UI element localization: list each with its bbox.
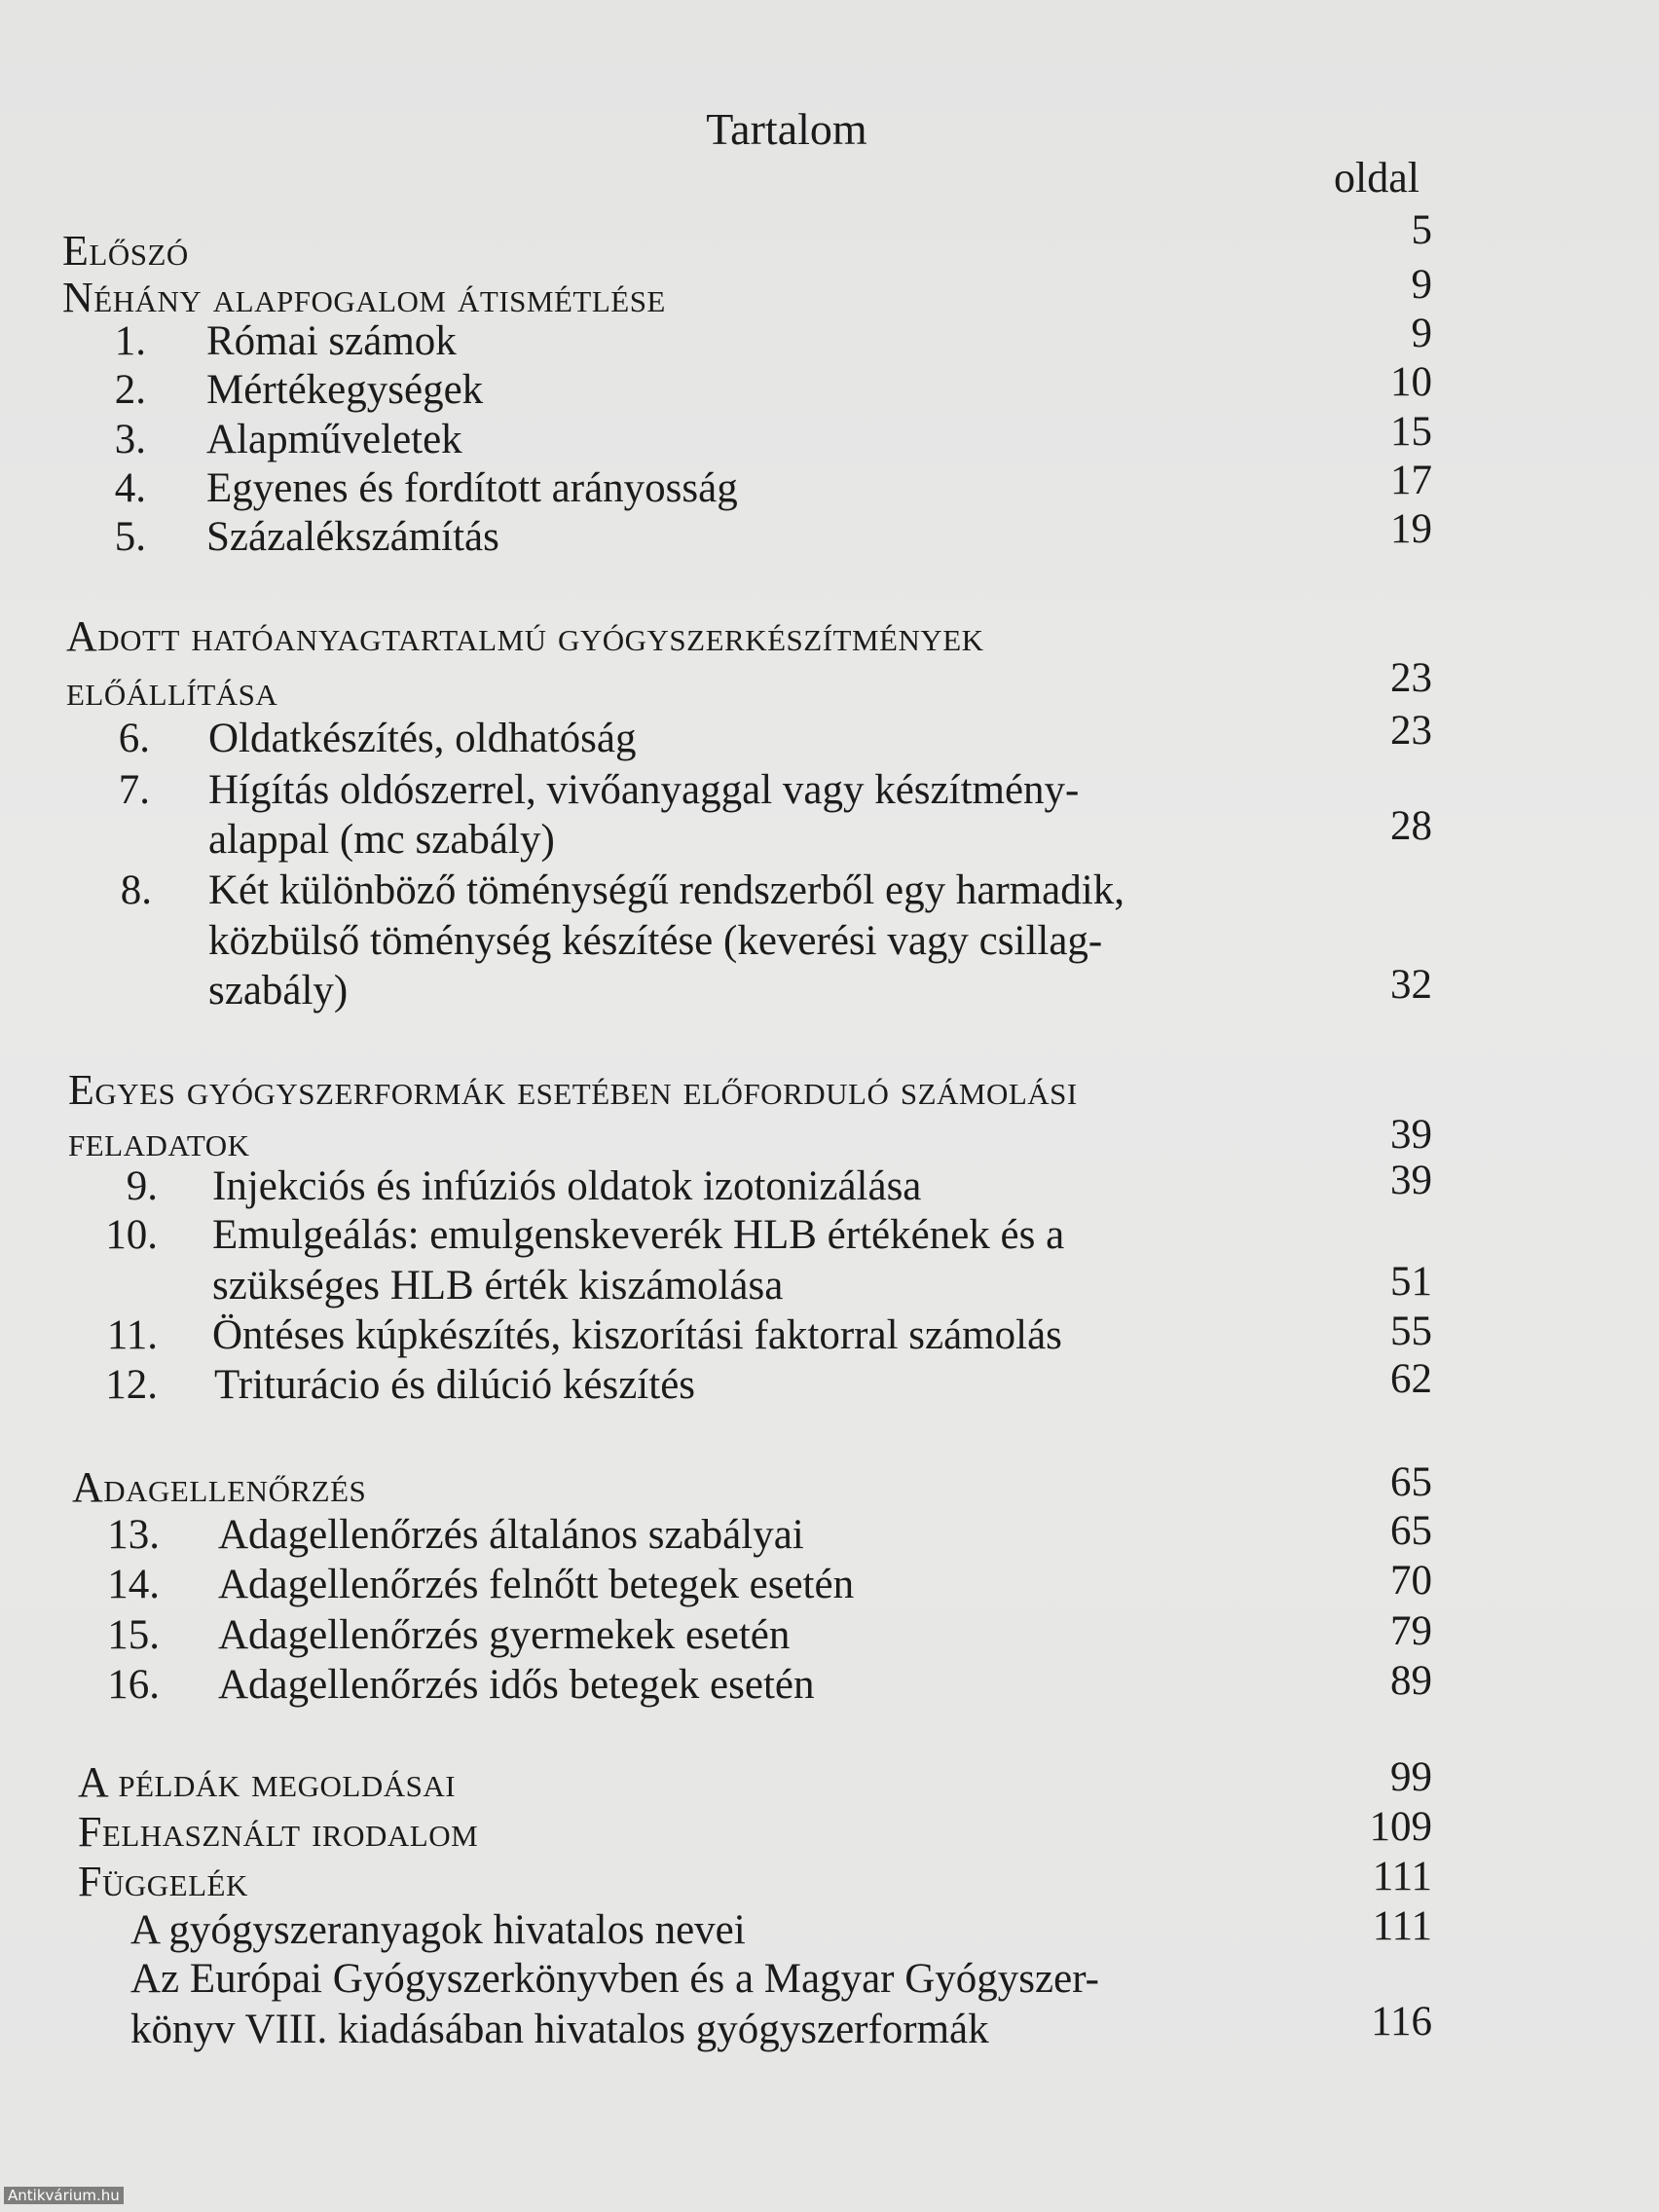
toc-section-row bbox=[0, 1854, 1659, 1907]
toc-item-title: Százalékszámítás bbox=[206, 514, 499, 560]
toc-page-number: 39 bbox=[1390, 1112, 1432, 1158]
toc-page-number: 28 bbox=[1390, 803, 1432, 849]
toc-item-number: 8. bbox=[120, 867, 152, 913]
toc-section-title: Néhány alapfogalom átismétlése bbox=[62, 274, 666, 321]
toc-page-number: 70 bbox=[1390, 1558, 1432, 1604]
toc-page-number: 39 bbox=[1390, 1158, 1432, 1203]
toc-item-title: Adagellenőrzés általános szabályai bbox=[218, 1512, 804, 1558]
toc-item-number: 3. bbox=[114, 417, 146, 462]
toc-item-title: Adagellenőrzés gyermekek esetén bbox=[218, 1612, 791, 1658]
toc-item-number: 10. bbox=[105, 1212, 158, 1258]
toc-item-number: 16. bbox=[107, 1662, 160, 1708]
toc-page-number: 23 bbox=[1390, 708, 1432, 754]
toc-item-row bbox=[0, 1999, 1659, 2056]
toc-page-number: 111 bbox=[1372, 1854, 1432, 1899]
toc-item-title: Hígítás oldószerrel, vivőanyaggal vagy készítmény- bbox=[208, 767, 1080, 813]
toc-item-title: Az Európai Gyógyszerkönyvben és a Magyar Gyógyszer- bbox=[130, 1956, 1099, 2002]
toc-section-title: Egyes gyógyszerformák esetében előforduló számolási bbox=[68, 1066, 1078, 1114]
toc-item-row bbox=[0, 1211, 1659, 1262]
toc-section-title: Felhasznált irodalom bbox=[78, 1808, 479, 1856]
toc-section-title: Függelék bbox=[78, 1858, 248, 1905]
toc-item-row bbox=[0, 708, 1659, 765]
toc-item-number: 11. bbox=[106, 1312, 158, 1358]
toc-item-number: 14. bbox=[107, 1562, 160, 1607]
toc-page-number: 111 bbox=[1372, 1903, 1432, 1949]
toc-item-title: szükséges HLB érték kiszámolása bbox=[212, 1263, 784, 1309]
toc-page-number: 65 bbox=[1390, 1508, 1432, 1554]
toc-item-title: Emulgeálás: emulgenskeverék HLB értékének és a bbox=[212, 1212, 1065, 1258]
toc-section-title: A példák megoldásai bbox=[78, 1758, 457, 1806]
toc-section-row bbox=[0, 262, 1659, 323]
toc-item-title: könyv VIII. kiadásában hivatalos gyógyszerformák bbox=[130, 2007, 989, 2052]
toc-page-number: 19 bbox=[1390, 506, 1432, 552]
watermark: Antikvárium.hu bbox=[4, 2187, 124, 2204]
toc-item-number: 9. bbox=[126, 1163, 158, 1209]
toc-section-title: feladatok bbox=[68, 1118, 250, 1165]
toc-page-number: 116 bbox=[1371, 1999, 1432, 2045]
toc-section-title: Előszó bbox=[62, 227, 189, 275]
toc-item-title: Triturácio és dilúció készítés bbox=[214, 1362, 696, 1408]
toc-item-number: 7. bbox=[118, 767, 150, 813]
toc-item-number: 2. bbox=[114, 367, 146, 413]
toc-page-number: 15 bbox=[1390, 409, 1432, 455]
toc-page-number: 79 bbox=[1390, 1608, 1432, 1654]
toc-page-number: 23 bbox=[1390, 655, 1432, 701]
toc-item-title: Egyenes és fordított arányosság bbox=[206, 465, 738, 511]
toc-section-title: Adagellenőrzés bbox=[72, 1463, 367, 1511]
toc-page-number: 17 bbox=[1390, 458, 1432, 503]
toc-section-row bbox=[0, 1804, 1659, 1858]
toc-item-title: alappal (mc szabály) bbox=[208, 817, 555, 863]
toc-item-title: Alapműveletek bbox=[206, 417, 462, 462]
toc-page-number: 9 bbox=[1411, 311, 1432, 356]
toc-item-title: közbülső töménység készítése (keverési vagy csillag- bbox=[208, 918, 1103, 964]
toc-item-row bbox=[0, 1356, 1659, 1412]
toc-item-title: Római számok bbox=[206, 318, 457, 364]
toc-item-title: Oldatkészítés, oldhatóság bbox=[208, 716, 637, 761]
toc-item-row bbox=[0, 1158, 1659, 1213]
toc-section-title: Adott hatóanyagtartalmú gyógyszerkészítmények bbox=[66, 612, 984, 660]
toc-item-title: A gyógyszeranyagok hivatalos nevei bbox=[130, 1907, 746, 1953]
toc-item-title: Injekciós és infúziós oldatok izotonizálása bbox=[212, 1163, 922, 1209]
toc-page-number: 109 bbox=[1369, 1804, 1432, 1850]
toc-item-number: 5. bbox=[114, 514, 146, 560]
toc-item-number: 13. bbox=[107, 1512, 160, 1558]
toc-section-row bbox=[0, 1754, 1659, 1808]
toc-item-row bbox=[0, 866, 1659, 917]
toc-item-row bbox=[0, 1608, 1659, 1662]
toc-item-title: Adagellenőrzés idős betegek esetén bbox=[218, 1662, 815, 1708]
toc-section-title: előállítása bbox=[66, 667, 278, 715]
toc-item-row bbox=[0, 962, 1659, 1017]
toc-item-title: Öntéses kúpkészítés, kiszorítási faktorral számolás bbox=[212, 1312, 1062, 1358]
toc-item-row bbox=[0, 1903, 1659, 1957]
toc-item-title: szabály) bbox=[208, 968, 349, 1014]
toc-item-number: 1. bbox=[114, 318, 146, 364]
toc-item-number: 12. bbox=[105, 1362, 158, 1408]
toc-page-number: 62 bbox=[1390, 1356, 1432, 1402]
page-column-header: oldal bbox=[1334, 154, 1419, 202]
toc-item-row bbox=[0, 1658, 1659, 1712]
toc-item-title: Adagellenőrzés felnőtt betegek esetén bbox=[218, 1562, 855, 1607]
toc-page-number: 65 bbox=[1390, 1459, 1432, 1505]
toc-page-number: 5 bbox=[1411, 207, 1432, 253]
toc-page-number: 10 bbox=[1390, 359, 1432, 405]
toc-item-row bbox=[0, 1508, 1659, 1562]
toc-item-row bbox=[0, 1259, 1659, 1312]
toc-section-row bbox=[0, 207, 1659, 276]
toc-item-row bbox=[0, 506, 1659, 564]
toc-item-number: 4. bbox=[114, 465, 146, 511]
toc-section-row bbox=[0, 1065, 1659, 1116]
toc-page-number: 51 bbox=[1390, 1259, 1432, 1305]
toc-item-number: 6. bbox=[118, 716, 150, 761]
toc-page-number: 89 bbox=[1390, 1658, 1432, 1704]
toc-item-row bbox=[0, 1558, 1659, 1611]
toc-item-number: 15. bbox=[107, 1612, 160, 1658]
toc-item-title: Mértékegységek bbox=[206, 367, 484, 413]
toc-item-row bbox=[0, 803, 1659, 866]
toc-page-number: 55 bbox=[1390, 1309, 1432, 1354]
toc-item-title: Két különböző töménységű rendszerből egy harmadik, bbox=[208, 867, 1124, 913]
toc-page-number: 99 bbox=[1390, 1754, 1432, 1800]
toc-section-row bbox=[0, 1459, 1659, 1513]
toc-page-number: 32 bbox=[1390, 962, 1432, 1008]
toc-page-number: 9 bbox=[1411, 262, 1432, 308]
page-title: Tartalom bbox=[706, 104, 867, 154]
